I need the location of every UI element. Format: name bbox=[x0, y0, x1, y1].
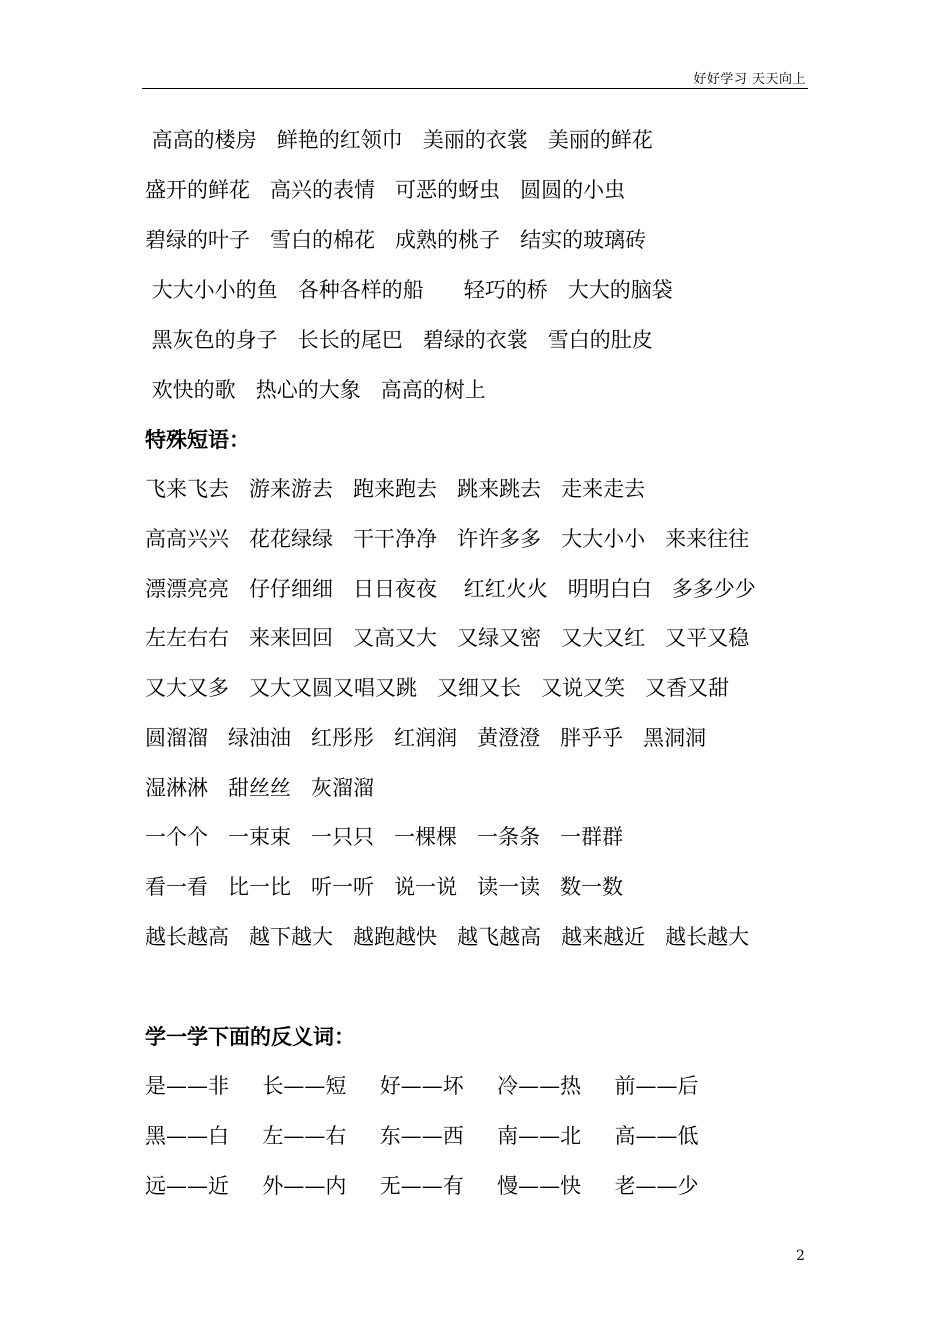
phrase-line: 大大小小的鱼 各种各样的船 轻巧的桥 大大的脑袋 bbox=[145, 278, 673, 302]
special-phrase-line: 湿淋淋 甜丝丝 灰溜溜 bbox=[145, 776, 375, 800]
page-number: 2 bbox=[796, 1248, 805, 1264]
phrase-line: 高高的楼房 鲜艳的红领巾 美丽的衣裳 美丽的鲜花 bbox=[145, 128, 653, 152]
antonyms-heading: 学一学下面的反义词： bbox=[145, 1024, 355, 1049]
special-phrase-line: 漂漂亮亮 仔仔细细 日日夜夜 红红火火 明明白白 多多少少 bbox=[145, 577, 756, 601]
header-text: 好好学习 天天向上 bbox=[693, 72, 806, 87]
special-phrase-line: 越长越高 越下越大 越跑越快 越飞越高 越来越近 越长越大 bbox=[145, 925, 750, 949]
special-phrases-heading: 特殊短语： bbox=[145, 427, 250, 452]
special-phrase-line: 高高兴兴 花花绿绿 干干净净 许许多多 大大小小 来来往往 bbox=[145, 527, 750, 551]
special-phrase-line: 看一看 比一比 听一听 说一说 读一读 数一数 bbox=[145, 875, 624, 899]
special-phrase-line: 左左右右 来来回回 又高又大 又绿又密 又大又红 又平又稳 bbox=[145, 626, 750, 650]
page-header bbox=[142, 66, 808, 89]
phrase-line: 欢快的歌 热心的大象 高高的树上 bbox=[145, 378, 486, 402]
phrase-line: 碧绿的叶子 雪白的棉花 成熟的桃子 结实的玻璃砖 bbox=[145, 228, 647, 252]
antonym-line: 黑——白 左——右 东——西 南——北 高——低 bbox=[145, 1124, 699, 1148]
phrase-line: 黑灰色的身子 长长的尾巴 碧绿的衣裳 雪白的肚皮 bbox=[145, 328, 653, 352]
special-phrase-line: 飞来飞去 游来游去 跑来跑去 跳来跳去 走来走去 bbox=[145, 477, 646, 501]
special-phrase-line: 圆溜溜 绿油油 红彤彤 红润润 黄澄澄 胖乎乎 黑洞洞 bbox=[145, 726, 707, 750]
antonym-line: 远——近 外——内 无——有 慢——快 老——少 bbox=[145, 1174, 699, 1198]
phrase-line: 盛开的鲜花 高兴的表情 可恶的蚜虫 圆圆的小虫 bbox=[145, 178, 626, 202]
special-phrase-line: 又大又多 又大又圆又唱又跳 又细又长 又说又笑 又香又甜 bbox=[145, 676, 730, 700]
antonym-line: 是——非 长——短 好——坏 冷——热 前——后 bbox=[145, 1074, 699, 1098]
special-phrase-line: 一个个 一束束 一只只 一棵棵 一条条 一群群 bbox=[145, 825, 624, 849]
